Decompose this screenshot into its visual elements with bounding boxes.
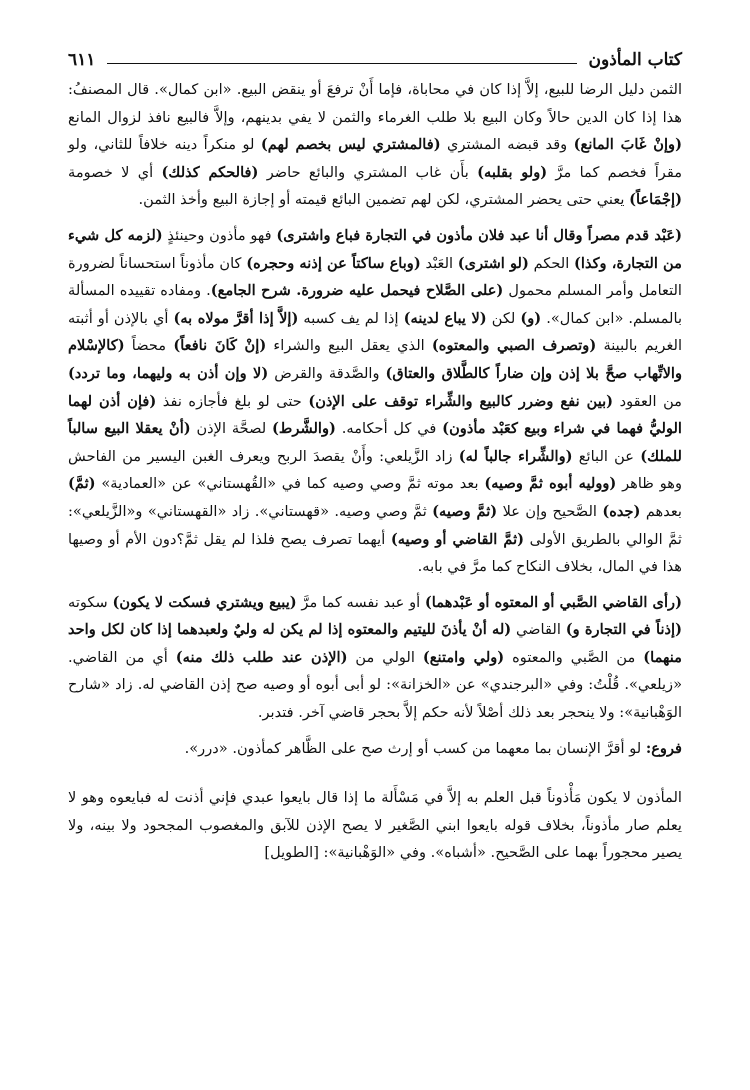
text-segment: وقد قبضه المشتري [440,136,574,154]
text-segment: سكوته [68,593,113,611]
text-segment: العَبْد [420,254,458,272]
paragraph [68,735,682,763]
bold-text-segment: (لو اشترى) [457,254,529,272]
bold-text-segment: (رأى القاضي الصَّبي أو المعتوه أو عَبْدهما) [424,593,682,611]
bold-text-segment: (ولي وامتنع) [422,648,505,666]
text-segment: الثمن دليل الرضا للبيع، إلاَّ إذا كان في محاباة، فإما أَنْ ترفعَ أو ينقض البيع. «ابن كمال». قال المصنفُ: هذا إذا كان الدين حالاً وكان البيع بلا طلب الغرماء والثمن لا يفي بدينهم، وإلاَّ فالبيع نافذ لزوال المانع [68,81,682,126]
bold-text-segment: (كالإسْلام والاتِّهاب صحَّ بلا إذن وإن ضاراً كالطَّلاق والعتاق) [68,337,682,382]
bold-text-segment: (على الصَّلاح فيحمل عليه ضرورة. شرح الجامع) [210,282,504,300]
page-number: ٦١١ [68,50,96,70]
text-segment: أي من القاضي. «زيلعي». قُلْتُ: وفي «البرجندي» عن «الخزانة»: لو أبى أبوه أو وصيه صح إذن القاضي له. زاد «شارح الوَهْبانية»: ولا ينحجر بعد ذلك أصْلاً لأنه حكم إلاَّ بحجر قاضي آخر. فتدبر. [68,648,682,722]
page-header [68,40,682,70]
text-segment: أو عبد نفسه كما مرَّ [296,593,425,611]
text-segment: لو أقرَّ الإنسان بما معهما من كسب أو إرث صح على الظَّاهر كمأذون. «درر». [184,739,646,757]
bold-text-segment: (والشِّراء جالباً له) [458,447,573,465]
bold-text-segment: (الإذن عند طلب ذلك منه) [175,648,348,666]
text-segment: الولي من [347,648,423,666]
text-segment: يعني حتى يحضر المشتري، لكن لهم تضمين البائع قيمته أو إجازة البيع وأخذ الثمن. [138,191,630,209]
bold-text-segment: (ثمَّ وصيه) [432,502,498,520]
bold-text-segment: (إنْ كَانَ نافعاً) [173,337,267,355]
text-segment: إذا لم يف كسبه [298,309,404,327]
bold-text-segment: (يبيع ويشتري فسكت لا يكون) [112,593,297,611]
paragraph [68,784,682,867]
text-segment: الحكم [528,254,574,272]
bold-text-segment: (له أنْ يأذنَ لليتيم والمعتوه إذا لم يكن له وليٌ ولعبدهما إذا كان لكل واحد منهما) [68,621,682,666]
bold-text-segment: (لا وإن أذن به وليهما، وما تردد) [68,364,269,382]
bold-text-segment: (فالمشتري ليس بخصم لهم) [260,136,441,154]
bold-text-segment: (لزمه كل شيء من التجارة، وكذا) [68,226,682,272]
text-segment: . ومفاده تقييده المسألة بالمسلم. «ابن كمال». [68,282,683,327]
bold-text-segment: (إذناً في التجارة و) [565,621,682,639]
text-segment: كان مأذوناً استحساناً لضرورة التعامل وأمر المسلم محمول [68,254,682,300]
bold-text-segment: (والشَّرط) [272,420,336,438]
text-segment: لو منكراً دينه خلافاً للثاني، ولو مقراً فخصم كما مرَّ [68,136,683,181]
paragraph [68,589,682,727]
paragraph [68,76,682,214]
bold-text-segment: (وإنْ غَابَ المانع) [573,136,682,154]
bold-text-segment: (وتصرف الصبي والمعتوه) [431,337,597,355]
text-segment: عن البائع [572,447,641,465]
text-segment: أي لا خصومة [68,163,162,181]
text-segment: لكن [486,309,521,327]
text-segment: من العقود [613,392,682,410]
text-segment: والصَّدقة والقرض [268,364,386,382]
text-segment: أي بالإذن أو أثبته الغريم بالبينة [68,309,682,355]
text-segment: محضاً [124,337,174,355]
bold-text-segment: (ثمَّ) [68,475,96,493]
bold-text-segment: (وباع ساكتاً عن إذنه وحجره) [246,254,421,272]
bold-text-segment: (عَبْد قدم مصراً وقال أنا عبد فلان مأذون في التجارة فباع واشترى) [276,226,682,244]
bold-text-segment: (أنْ يعقلا البيع سالباً للملك) [68,420,682,465]
bold-text-segment: (لا يباع لدينه) [403,309,487,327]
text-segment: بعد موته ثمَّ وصي وصيه كما في «القُهستاني» عن «العمادية» [95,475,485,493]
paragraph [68,222,682,581]
text-segment: بعدهم [640,502,682,520]
bold-text-segment: (ولو بقلبه) [477,163,548,181]
bold-text-segment: (فإن أذن لهما الوليُّ فهما في شراء وبيع كعَبْد مأذون) [68,392,682,438]
text-segment: المأذون لا يكون مَأْذوناً قبل العلم به إلاَّ في مَسْأَلة ما إذا قال بايعوا عبدي فإني أذنت له فبايعوه وهو لا يعلم صار مأذوناً، بخلاف قوله بايعوا ابني الصَّغير لا يصح الإذن للآبق والمغصوب المجحود ولا بينه، ولا يصير محجوراً بهما على الصَّحيح. «أشباه». وفي «الوَهْبانية»: [الطويل] [68,789,682,862]
text-segment: ثمَّ وصي وصيه. «قهستاني». زاد «القهستاني» و«الزَّيلعي»: ثمَّ الوالي بالطريق الأولى [68,502,682,548]
text-segment: لصحَّة الإذن [190,420,273,438]
bold-text-segment: فروع: [645,739,682,757]
text-segment: فهو مأذون وحينئذٍ [162,226,277,244]
text-segment: الذي يعقل البيع والشراء [266,337,432,355]
bold-text-segment: (بين نفع وضرر كالبيع والشِّراء توقف على الإذن) [308,392,614,410]
text-segment: زاد الزَّيلعي: وأَنْ يقصدَ الربح ويعرف الغبن اليسير من الفاحش وهو ظاهر [68,447,682,493]
text-segment: أيهما تصرف يصح فلذا لم يقل ثمَّ؟دون الأم أو وصيها هذا في المال، بخلاف النكاح كما مرَّ في بابه. [68,530,682,576]
bold-text-segment: (فالحكم كذلك) [161,163,259,181]
text-segment: الصَّحيح وإن علا [497,502,603,520]
bold-text-segment: (إجْمَاعاً) [629,191,682,209]
bold-text-segment: (ووليه أبوه ثمَّ وصيه) [484,475,617,493]
text-segment: في كل أحكامه. [335,420,443,438]
text-segment: من الصَّبي والمعتوه [504,648,644,666]
bold-text-segment: (جده) [602,502,641,520]
header-rule [107,63,576,64]
bold-text-segment: (إلاَّ إذا أقرَّ مولاه به) [173,309,299,327]
text-segment: القاضي [511,621,566,639]
bold-text-segment: (ثمَّ القاضي أو وصيه) [390,530,525,548]
text-segment: بأَن غاب المشتري والبائع حاضر [258,163,478,181]
bold-text-segment: (و) [520,309,542,327]
text-segment: حتى لو بلغ فأجازه نفذ [156,392,309,410]
body-text [68,76,682,867]
chapter-title: كتاب المأذون [588,50,682,70]
